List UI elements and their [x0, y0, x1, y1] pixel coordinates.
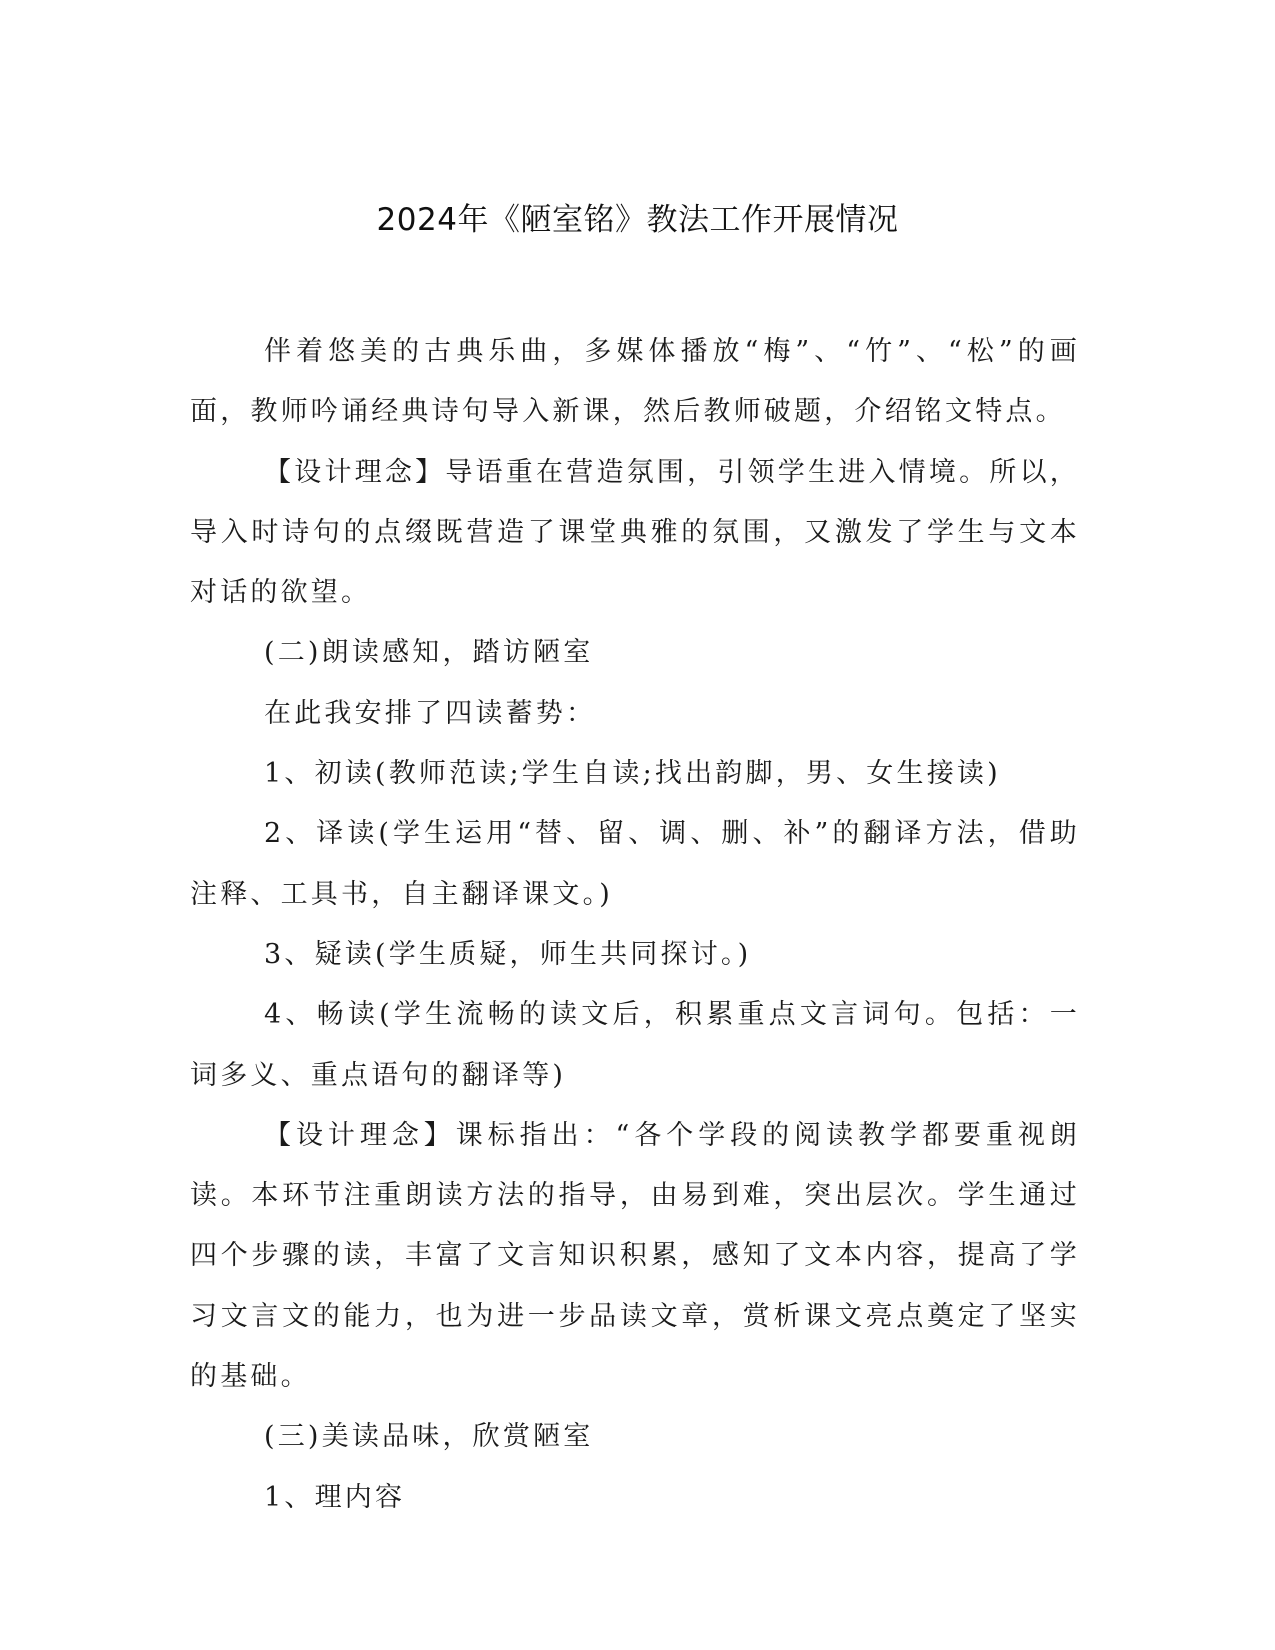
paragraph-design-concept-2: 【设计理念】课标指出：“各个学段的阅读教学都要重视朗读。本环节注重朗读方法的指导，由易到难，突出层次。学生通过四个步骤的读，丰富了文言知识积累，感知了文本内容，提高了学习文言文的能力，也为进一步品读文章，赏析课文亮点奠定了坚实的基础。	[190, 1119, 1080, 1393]
section-heading-3: (三)美读品味，欣赏陋室	[264, 1421, 594, 1453]
list-item-content: 1、理内容	[264, 1481, 406, 1513]
list-item-reading-3: 3、疑读(学生质疑，师生共同探讨。)	[264, 938, 752, 970]
list-item-reading-2: 2、译读(学生运用“替、留、调、删、补”的翻译方法，借助注释、工具书，自主翻译课文。)	[190, 818, 1080, 910]
paragraph-four-readings: 在此我安排了四读蓄势：	[264, 697, 597, 729]
list-item-reading-1: 1、初读(教师范读;学生自读;找出韵脚，男、女生接读)	[264, 758, 1001, 790]
paragraph-intro: 伴着悠美的古典乐曲，多媒体播放“梅”、“竹”、“松”的画面，教师吟诵经典诗句导入新课，然后教师破题，介绍铭文特点。	[190, 336, 1080, 428]
document-title: 2024年《陋室铭》教法工作开展情况	[376, 202, 899, 238]
list-item-reading-4: 4、畅读(学生流畅的读文后，积累重点文言词句。包括：一词多义、重点语句的翻译等)	[190, 999, 1080, 1091]
document-body	[190, 322, 1080, 1528]
section-heading-2: (二)朗读感知，踏访陋室	[264, 637, 594, 669]
paragraph-design-concept-1: 【设计理念】导语重在营造氛围，引领学生进入情境。所以，导入时诗句的点缀既营造了课堂典雅的氛围，又激发了学生与文本对话的欲望。	[190, 456, 1080, 609]
